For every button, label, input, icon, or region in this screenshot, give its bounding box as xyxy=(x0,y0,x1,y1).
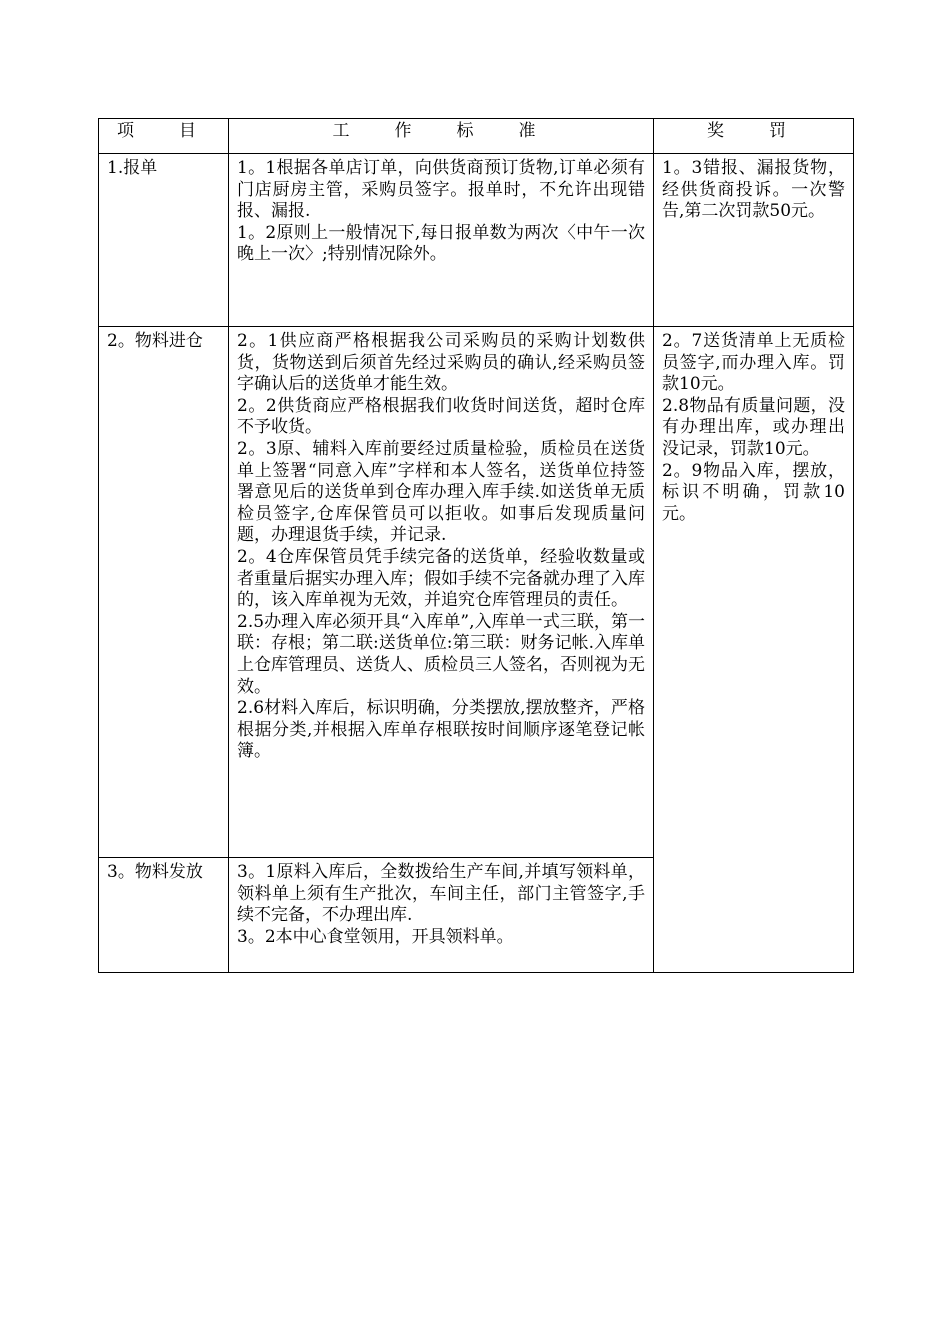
standard-line: 2。3原、辅料入库前要经过质量检验，质检员在送货单上签署“同意入库”字样和本人签名，送货单位持签署意见后的送货单到仓库办理入库手续.如送货单无质检员签字,仓库保管员可以拒收。如事后发现质量问题，办理退货手续，并记录. xyxy=(237,438,645,546)
header-item: 项 目 xyxy=(99,119,229,154)
row-1-award xyxy=(654,154,854,327)
standard-line: 3。1原料入库后，全数拨给生产车间,并填写领料单，领料单上须有生产批次，车间主任，部门主管签字,手续不完备，不办理出库. xyxy=(237,862,645,926)
award-line: 2.8物品有质量问题，没有办理出库，或办理出没记录，罚款10元。 xyxy=(662,395,845,459)
row-2-award xyxy=(654,327,854,973)
standard-line: 1。1根据各单店订单，向供货商预订货物,订单必须有门店厨房主管，采购员签字。报单时，不允许出现错报、漏报. xyxy=(237,158,645,222)
table-row xyxy=(99,327,854,858)
standards-table xyxy=(98,118,854,973)
row-3-item: 3。物料发放 xyxy=(99,858,229,973)
row-2-item: 2。物料进仓 xyxy=(99,327,229,858)
row-3-standard xyxy=(229,858,654,973)
standard-line: 1。2原则上一般情况下,每日报单数为两次〈中午一次晚上一次〉;特别情况除外。 xyxy=(237,222,645,265)
award-line: 2。7送货清单上无质检员签字,而办理入库。罚款10元。 xyxy=(662,331,845,395)
header-award: 奖 罚 xyxy=(654,119,854,154)
table-row xyxy=(99,154,854,327)
table-header-row xyxy=(99,119,854,154)
header-standard: 工 作 标 准 xyxy=(229,119,654,154)
standard-line: 2。2供货商应严格根据我们收货时间送货，超时仓库不予收货。 xyxy=(237,395,645,438)
standard-line: 2.6材料入库后，标识明确，分类摆放,摆放整齐，严格根据分类,并根据入库单存根联按时间顺序逐笔登记帐簿。 xyxy=(237,698,645,762)
standard-line: 2.5办理入库必须开具“入库单”,入库单一式三联，第一联：存根；第二联:送货单位:第三联：财务记帐.入库单上仓库管理员、送货人、质检员三人签名，否则视为无效。 xyxy=(237,611,645,697)
award-line: 1。3错报、漏报货物，经供货商投诉。一次警告,第二次罚款50元。 xyxy=(662,158,845,222)
award-line: 2。9物品入库，摆放，标识不明确，罚款10元。 xyxy=(662,460,845,524)
standard-line: 2。1供应商严格根据我公司采购员的采购计划数供货，货物送到后须首先经过采购员的确认,经采购员签字确认后的送货单才能生效。 xyxy=(237,331,645,395)
standard-line: 3。2本中心食堂领用，开具领料单。 xyxy=(237,926,514,947)
row-2-standard xyxy=(229,327,654,858)
row-1-standard xyxy=(229,154,654,327)
standard-line: 2。4仓库保管员凭手续完备的送货单，经验收数量或者重量后据实办理入库；假如手续不完备就办理了入库的，该入库单视为无效，并追究仓库管理员的责任。 xyxy=(237,546,645,611)
row-1-item: 1.报单 xyxy=(99,154,229,327)
